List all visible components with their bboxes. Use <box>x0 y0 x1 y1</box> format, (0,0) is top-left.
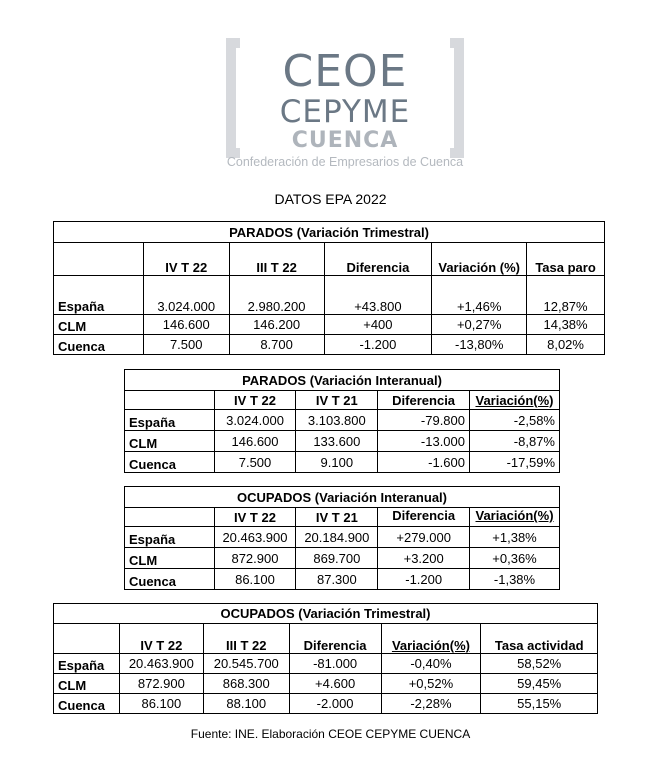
cell: 20.463.900 <box>214 527 296 548</box>
cell: 146.200 <box>229 315 324 335</box>
cell: -13.000 <box>378 431 470 452</box>
cell: -81.000 <box>289 654 381 674</box>
header-cell <box>54 624 120 654</box>
cell: -8,87% <box>470 431 560 452</box>
cell: 14,38% <box>527 315 605 335</box>
cell: -1.200 <box>324 335 432 355</box>
cell: 20.463.900 <box>119 654 203 674</box>
header-cell: Variación(%) <box>470 391 560 410</box>
table-row <box>54 654 598 674</box>
header-cell: IV T 21 <box>296 508 378 527</box>
table-row <box>54 335 605 355</box>
table-row <box>125 548 560 569</box>
cell: -2,28% <box>381 694 481 714</box>
table-caption: PARADOS (Variación Interanual) <box>125 370 560 391</box>
header-cell: IV T 21 <box>296 391 378 410</box>
table-row <box>54 315 605 335</box>
header-cell: Tasa actividad <box>481 624 598 654</box>
cell: +0,52% <box>381 674 481 694</box>
cell: 146.600 <box>214 431 296 452</box>
row-label: Cuenca <box>54 694 120 714</box>
table-row <box>54 276 605 315</box>
logo-brand-city: CUENCA <box>291 128 399 153</box>
table-row <box>54 674 598 694</box>
table-row <box>125 410 560 431</box>
cell: 133.600 <box>296 431 378 452</box>
cell: -2.000 <box>289 694 381 714</box>
cell: 88.100 <box>203 694 289 714</box>
cell: -13,80% <box>432 335 527 355</box>
cell: 58,52% <box>481 654 598 674</box>
cell: -79.800 <box>378 410 470 431</box>
header-cell: Diferencia <box>378 391 470 410</box>
table-parados-interanual <box>124 369 560 473</box>
table-parados-trimestral <box>53 221 605 355</box>
table-row <box>125 431 560 452</box>
cell: -0,40% <box>381 654 481 674</box>
header-cell <box>125 508 215 527</box>
cell: 3.024.000 <box>143 276 229 315</box>
cell: 12,87% <box>527 276 605 315</box>
header-cell: IV T 22 <box>143 243 229 276</box>
table-row <box>125 452 560 473</box>
header-cell: Diferencia <box>378 508 470 527</box>
cell: -2,58% <box>470 410 560 431</box>
table-ocupados-interanual <box>124 486 560 590</box>
header-cell: Variación(%) <box>381 624 481 654</box>
logo-brand-mid: CEPYME <box>279 94 411 130</box>
header-cell: Tasa paro <box>527 243 605 276</box>
row-label: España <box>54 276 144 315</box>
cell: 7.500 <box>214 452 296 473</box>
header-cell: IV T 22 <box>119 624 203 654</box>
cell: +3.200 <box>378 548 470 569</box>
row-label: CLM <box>54 674 120 694</box>
header-cell: IV T 22 <box>214 391 296 410</box>
cell: 20.545.700 <box>203 654 289 674</box>
table-ocupados-trimestral <box>53 603 598 714</box>
table-caption: PARADOS (Variación Trimestral) <box>54 222 605 243</box>
cell: 2.980.200 <box>229 276 324 315</box>
cell: +0,36% <box>470 548 560 569</box>
cell: -17,59% <box>470 452 560 473</box>
row-label: CLM <box>54 315 144 335</box>
header-cell: Variación(%) <box>470 508 560 527</box>
row-label: España <box>54 654 120 674</box>
cell: +1,46% <box>432 276 527 315</box>
cell: 146.600 <box>143 315 229 335</box>
table-row <box>125 569 560 590</box>
cell: -1.600 <box>378 452 470 473</box>
cell: 87.300 <box>296 569 378 590</box>
cell: 3.103.800 <box>296 410 378 431</box>
table-row <box>125 527 560 548</box>
cell: +4.600 <box>289 674 381 694</box>
row-label: España <box>125 527 215 548</box>
cell: 20.184.900 <box>296 527 378 548</box>
header-cell <box>125 391 215 410</box>
cell: -1,38% <box>470 569 560 590</box>
cell: 59,45% <box>481 674 598 694</box>
cell: +43.800 <box>324 276 432 315</box>
logo-brand-top: CEOE <box>282 46 408 97</box>
header-cell <box>54 243 144 276</box>
cell: +1,38% <box>470 527 560 548</box>
cell: 86.100 <box>214 569 296 590</box>
cell: +279.000 <box>378 527 470 548</box>
header-cell: Variación (%) <box>432 243 527 276</box>
cell: -1.200 <box>378 569 470 590</box>
cell: 869.700 <box>296 548 378 569</box>
cell: 9.100 <box>296 452 378 473</box>
row-label: CLM <box>125 431 215 452</box>
header-cell: III T 22 <box>203 624 289 654</box>
row-label: España <box>125 410 215 431</box>
cell: 872.900 <box>119 674 203 694</box>
table-caption: OCUPADOS (Variación Trimestral) <box>54 604 598 624</box>
document-title: DATOS EPA 2022 <box>274 191 387 207</box>
logo-tagline: Confederación de Empresarios de Cuenca <box>226 155 464 169</box>
cell: 8,02% <box>527 335 605 355</box>
header-cell: Diferencia <box>324 243 432 276</box>
row-label: Cuenca <box>54 335 144 355</box>
table-row <box>54 694 598 714</box>
cell: 7.500 <box>143 335 229 355</box>
ceoe-cepyme-logo <box>222 38 468 170</box>
cell: 8.700 <box>229 335 324 355</box>
header-cell: IV T 22 <box>214 508 296 527</box>
cell: 55,15% <box>481 694 598 714</box>
cell: +400 <box>324 315 432 335</box>
row-label: Cuenca <box>125 569 215 590</box>
cell: 872.900 <box>214 548 296 569</box>
row-label: Cuenca <box>125 452 215 473</box>
header-cell: III T 22 <box>229 243 324 276</box>
table-caption: OCUPADOS (Variación Interanual) <box>125 487 560 508</box>
header-cell: Diferencia <box>289 624 381 654</box>
cell: 3.024.000 <box>214 410 296 431</box>
cell: +0,27% <box>432 315 527 335</box>
row-label: CLM <box>125 548 215 569</box>
source-note: Fuente: INE. Elaboración CEOE CEPYME CUENCA <box>190 727 471 741</box>
cell: 86.100 <box>119 694 203 714</box>
cell: 868.300 <box>203 674 289 694</box>
